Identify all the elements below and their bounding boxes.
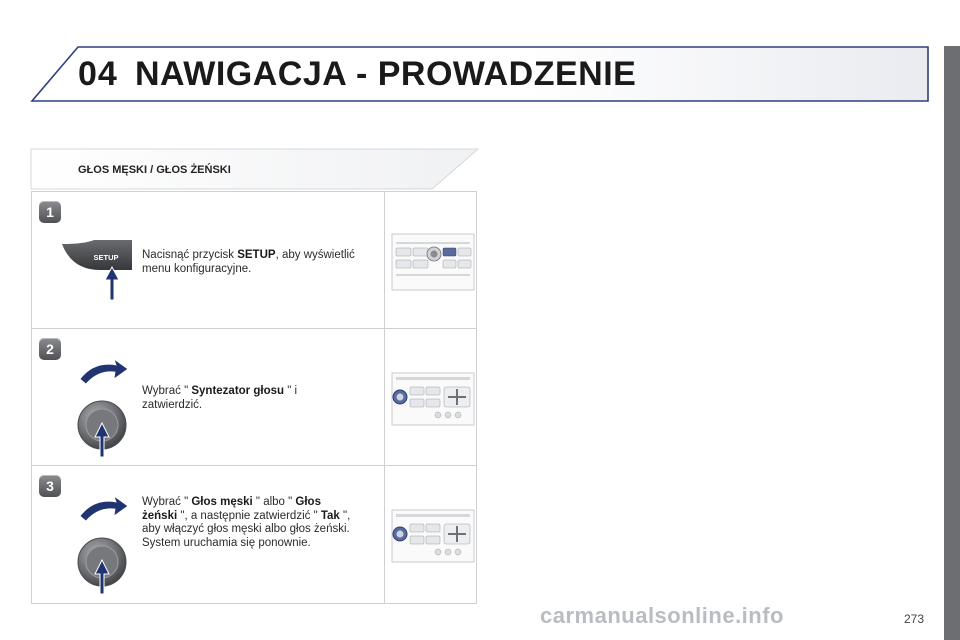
step-3-divider xyxy=(384,466,385,603)
step-2-divider xyxy=(384,329,385,465)
step-1-divider xyxy=(384,192,385,328)
page-edge-strip xyxy=(944,46,960,640)
rotary-knob-icon xyxy=(72,496,142,596)
page-number: 273 xyxy=(904,612,925,626)
rotary-knob-icon xyxy=(72,359,142,459)
step-1-text: Nacisnąć przycisk SETUP, aby wyświetlić menu konfiguracyjne. xyxy=(142,249,355,275)
setup-button-label: SETUP xyxy=(93,253,119,262)
step-1-badge: 1 xyxy=(39,201,61,223)
chapter-title: NAWIGACJA - PROWADZENIE xyxy=(135,55,637,93)
step-3-text: Wybrać " Głos męski " albo " Głos żeński ", a następnie zatwierdzić " Tak ", aby włączyć głos męski albo głos żeński. System uruchamia się ponownie. xyxy=(142,496,351,549)
chapter-header xyxy=(0,0,944,110)
watermark: carmanualsonline.info xyxy=(540,603,784,628)
step-1-row xyxy=(32,192,476,329)
step-2-row xyxy=(32,329,476,466)
section-title: GŁOS MĘSKI / GŁOS ŻEŃSKI xyxy=(78,164,231,176)
step-2-badge: 2 xyxy=(39,338,61,360)
radio-panel-knob-icon xyxy=(388,369,476,429)
radio-panel-setup-icon xyxy=(388,232,476,292)
radio-panel-knob-icon xyxy=(388,506,476,566)
setup-button-icon xyxy=(62,240,134,302)
steps-table xyxy=(31,191,477,604)
chapter-number: 04 xyxy=(78,55,118,93)
step-2-text: Wybrać " Syntezator głosu " i zatwierdzić. xyxy=(142,385,298,411)
step-3-row xyxy=(32,466,476,603)
step-3-badge: 3 xyxy=(39,475,61,497)
